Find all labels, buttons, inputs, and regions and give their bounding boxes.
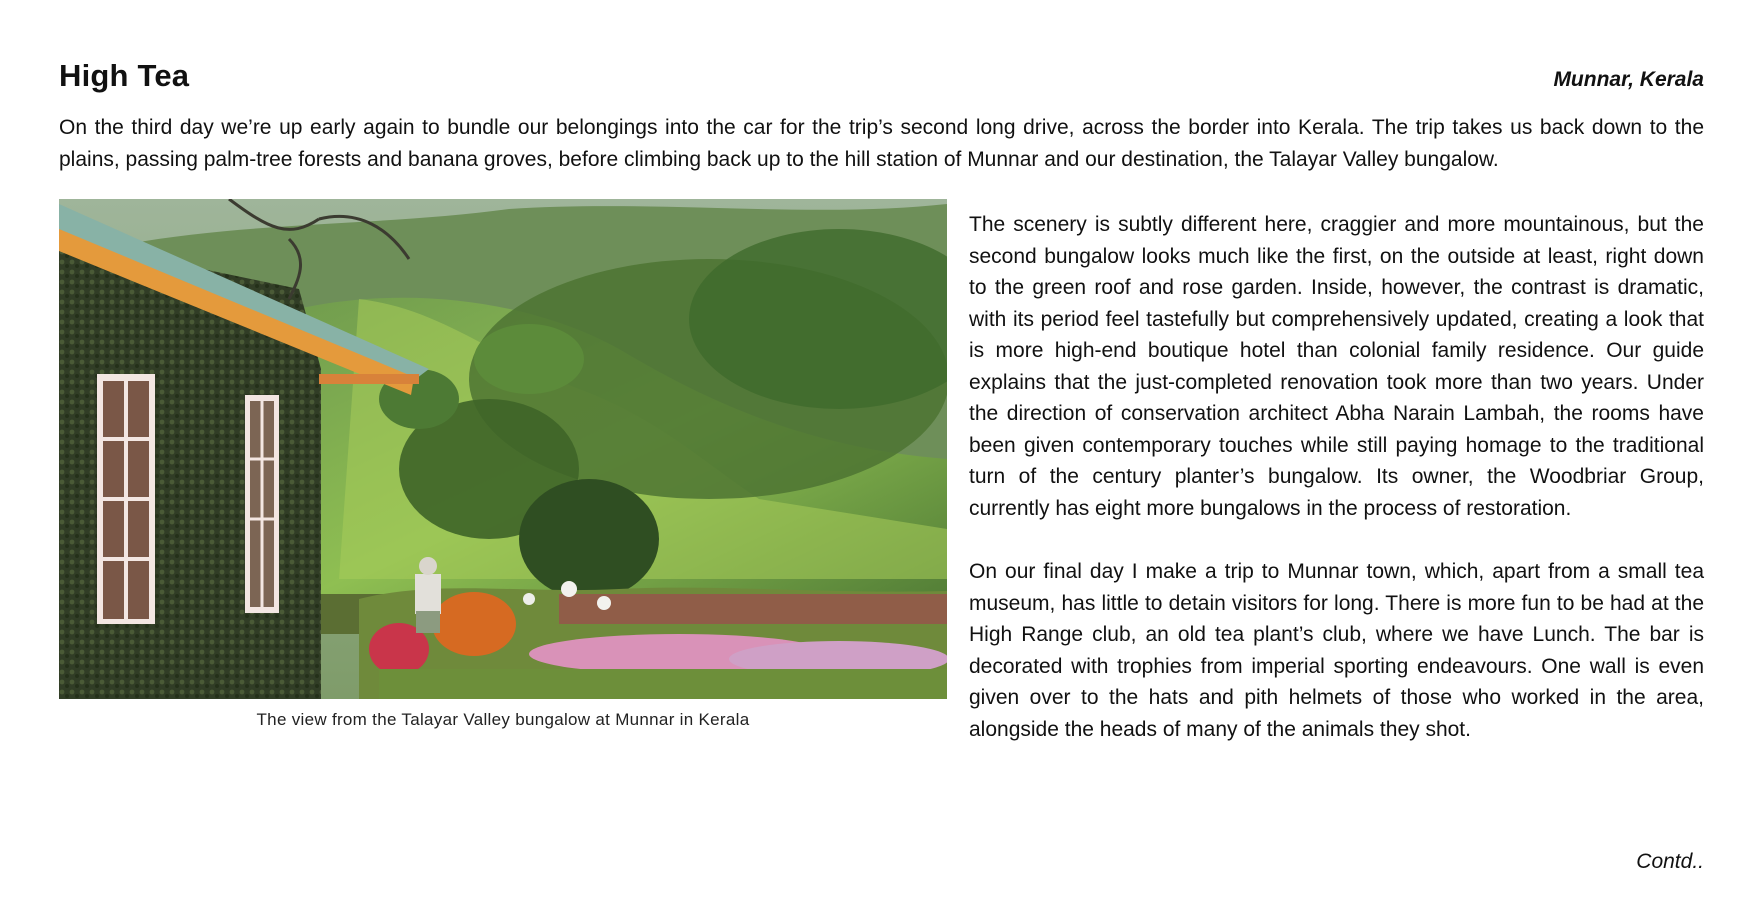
continued-note: Contd.. bbox=[1636, 850, 1704, 873]
bungalow-valley-photo bbox=[59, 199, 947, 699]
body-paragraph-1: The scenery is subtly different here, craggier and more mountainous, but the second bungalow looks much like the first, on the outside at least, right down to the green roof and rose garden. Inside, however, the contrast is dramatic, with its period feel tastefully but comprehensively updated, creating a look that is more high-end boutique hotel than colonial family residence. Our guide explains that the just-completed renovation took more than two years. Under the direction of conservation architect Abha Narain Lambah, the rooms have been given contemporary touches while still paying homage to the traditional turn of the century planter’s bungalow. Its owner, the Woodbriar Group, currently has eight more bungalows in the process of restoration. bbox=[969, 213, 1704, 520]
article-location: Munnar, Kerala bbox=[1553, 68, 1704, 91]
article-title: High Tea bbox=[59, 58, 190, 93]
body-paragraph-2: On our final day I make a trip to Munnar town, which, apart from a small tea museum, has little to detain visitors for long. There is more fun to be had at the High Range club, an old tea plant’s club, where we have Lunch. The bar is decorated with trophies from imperial sporting endeavours. One wall is even given over to the hats and pith helmets of those who worked in the area, alongside the heads of many of the animals they shot. bbox=[969, 560, 1704, 741]
article-header bbox=[59, 58, 1704, 98]
article-figure bbox=[59, 199, 947, 730]
article-page bbox=[59, 58, 1704, 873]
figure-caption: The view from the Talayar Valley bungalow at Munnar in Kerala bbox=[256, 710, 750, 729]
intro-paragraph: On the third day we’re up early again to bundle our belongings into the car for the trip’s second long drive, across the border into Kerala. The trip takes us back down to the plains, passing palm-tree forests and banana groves, before climbing back up to the hill station of Munnar and our destination, the Talayar Valley bungalow. bbox=[59, 116, 1704, 171]
